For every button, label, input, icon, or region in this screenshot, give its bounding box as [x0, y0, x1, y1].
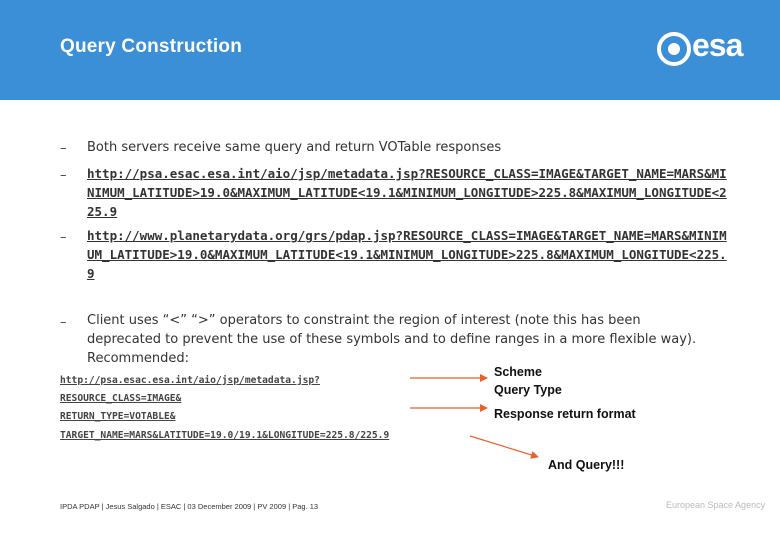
page-title: Query Construction	[60, 36, 243, 57]
bullet-marker-1: –	[60, 141, 67, 156]
recommended-query-return-type[interactable]: RETURN_TYPE=VOTABLE&	[60, 411, 176, 422]
footer-info: IPDA PDAP | Jesus Salgado | ESAC | 03 December 2009 | PV 2009 | Pag. 13	[60, 502, 319, 511]
bullet-text-4: Client uses “<” “>” operators to constraint the region of interest (note this has been deprecated to prevent the use of these symbols and to define ranges in a more flexible way). Recommended:	[87, 313, 697, 366]
query-arrow	[470, 436, 538, 457]
query-label: And Query!!!	[548, 458, 625, 472]
pdap-query-link[interactable]: http://www.planetarydata.org/grs/pdap.jsp?RESOURCE_CLASS=IMAGE&TARGET_NAME=MARS&MINIMUM_LATITUDE>19.0&MAXIMUM_LATITUDE<19.1&MINIMUM_LONGITUDE>225.8&MAXIMUM_LONGITUDE<225.9	[87, 228, 727, 281]
footer-brand: European Space Agency	[666, 500, 766, 510]
recommended-query-parameters[interactable]: TARGET_NAME=MARS&LATITUDE=19.0/19.1&LONGITUDE=225.8/225.9	[60, 430, 390, 441]
query-type-label: Query Type	[494, 383, 562, 397]
bullet-marker-2: –	[60, 168, 67, 183]
esa-logo-text: esa	[692, 27, 743, 63]
psa-query-link[interactable]: http://psa.esac.esa.int/aio/jsp/metadata.jsp?RESOURCE_CLASS=IMAGE&TARGET_NAME=MARS&MINIMUM_LATITUDE>19.0&MAXIMUM_LATITUDE<19.1&MINIMUM_LONGITUDE>225.8&MAXIMUM_LONGITUDE<225.9	[87, 166, 727, 219]
bullet-marker-4: –	[60, 315, 67, 330]
bullet-text-1: Both servers receive same query and return VOTable responses	[87, 140, 502, 155]
recommended-query-scheme[interactable]: http://psa.esac.esa.int/aio/jsp/metadata.jsp?	[60, 375, 320, 386]
bullet-marker-3: –	[60, 230, 67, 245]
scheme-label: Scheme	[494, 365, 542, 379]
recommended-query-resource-class[interactable]: RESOURCE_CLASS=IMAGE&	[60, 393, 182, 404]
response-format-label: Response return format	[494, 407, 636, 421]
